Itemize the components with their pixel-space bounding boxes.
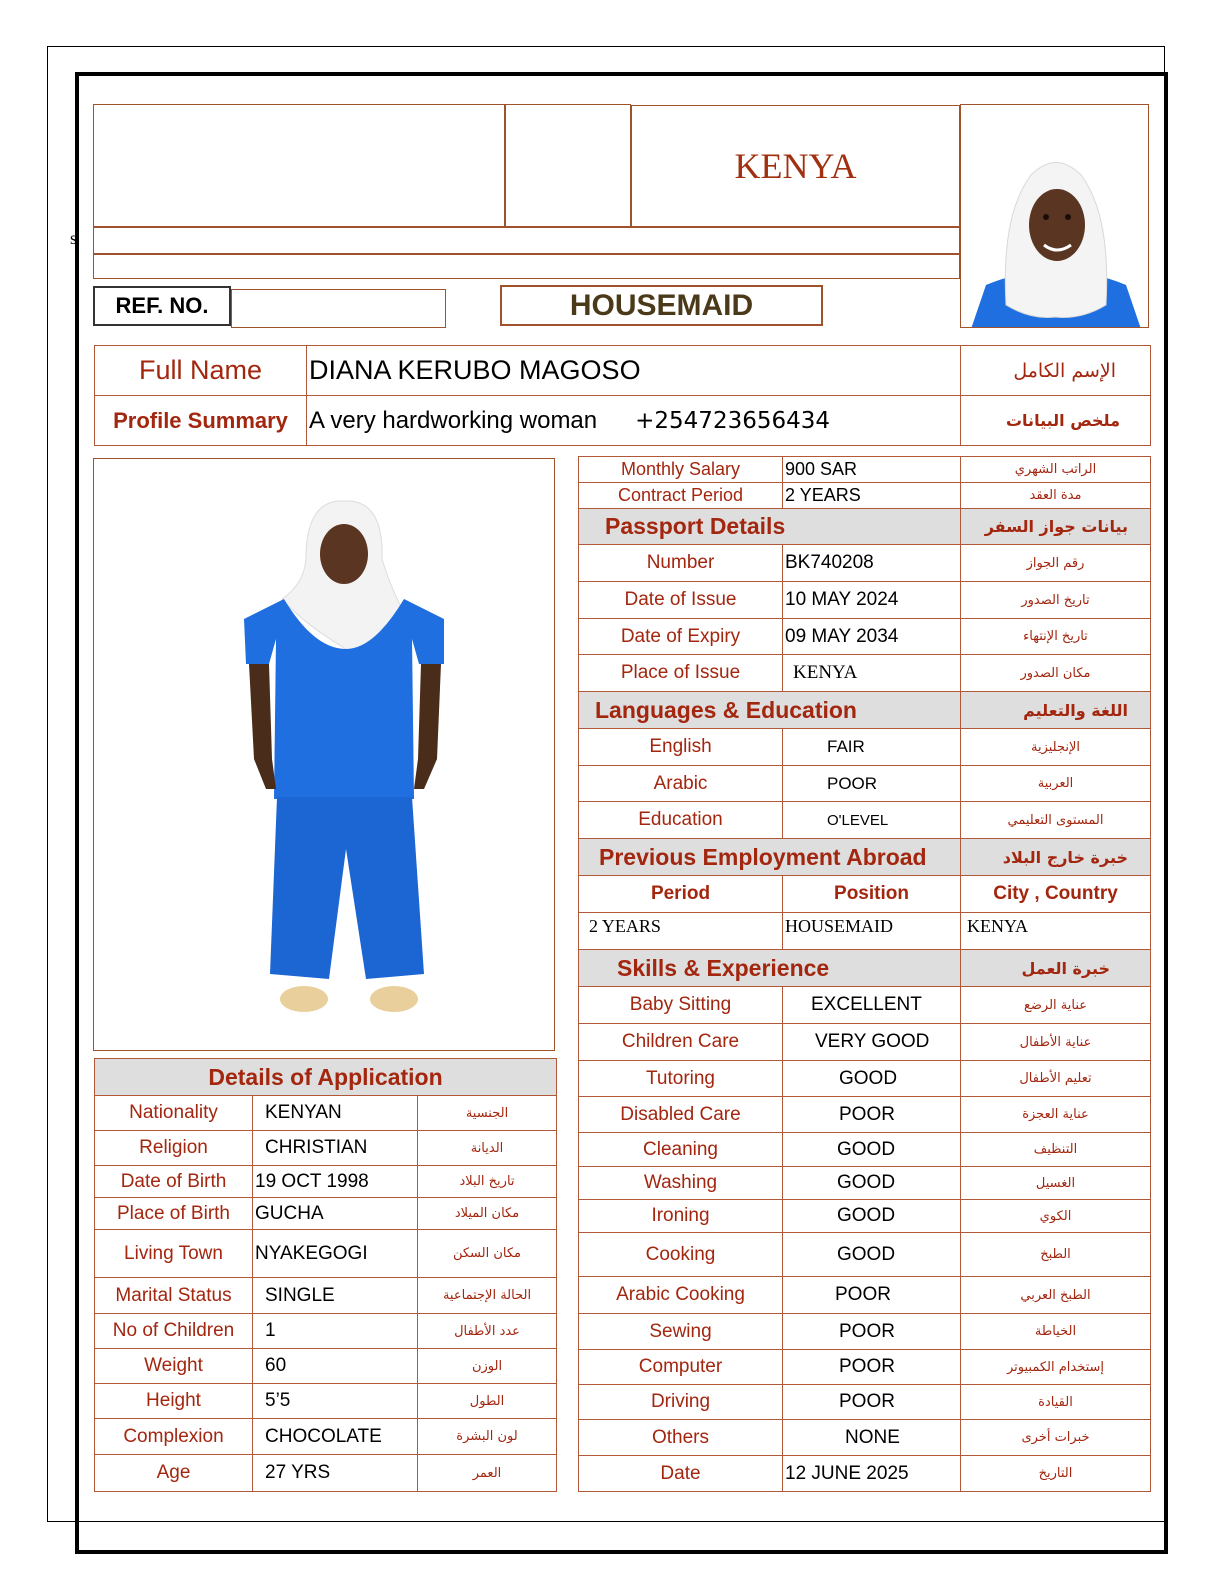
stray-character: s — [70, 228, 78, 248]
skill-ar: الطبخ العربي — [961, 1277, 1151, 1314]
languages-header-row — [579, 692, 1151, 729]
app-ar-height: الطول — [418, 1384, 557, 1419]
passport-expiry-value: 09 MAY 2034 — [783, 619, 961, 655]
salary-label: Monthly Salary — [579, 457, 783, 483]
education-value: O'LEVEL — [783, 802, 961, 839]
skill-ar: القيادة — [961, 1385, 1151, 1420]
col-city-country: City , Country — [961, 876, 1151, 913]
app-value-nationality: KENYAN — [253, 1096, 418, 1131]
app-value-pob: GUCHA — [253, 1198, 418, 1230]
skill-ar: الغسيل — [961, 1167, 1151, 1200]
contract-period-value: 2 YEARS — [783, 483, 961, 509]
skill-row — [579, 1061, 1151, 1097]
skill-row — [579, 1350, 1151, 1385]
passport-number-ar: رقم الجواز — [961, 545, 1151, 582]
app-row — [95, 1131, 557, 1166]
passport-title: Passport Details — [579, 509, 961, 545]
skill-value: POOR — [783, 1314, 961, 1350]
ref-no-label: REF. NO. — [93, 286, 231, 326]
skill-value: GOOD — [783, 1133, 961, 1167]
skill-value: POOR — [783, 1350, 961, 1385]
full-body-photo — [93, 458, 555, 1051]
arabic-label: Arabic — [579, 766, 783, 802]
skills-title-ar: خبرة العمل — [961, 950, 1151, 987]
skill-label: Children Care — [579, 1024, 783, 1061]
skill-row — [579, 1133, 1151, 1167]
skills-header-row — [579, 950, 1151, 987]
passport-row — [579, 655, 1151, 692]
skill-ar: خبرات أخرى — [961, 1420, 1151, 1456]
language-row — [579, 729, 1151, 766]
skill-row — [579, 987, 1151, 1024]
profile-summary-value — [307, 396, 961, 446]
summary-text: A very hardworking woman — [309, 406, 598, 434]
skill-value: GOOD — [783, 1061, 961, 1097]
app-value-complexion: CHOCOLATE — [253, 1419, 418, 1455]
ref-no-field — [231, 289, 446, 328]
app-ar-pob: مكان الميلاد — [418, 1198, 557, 1230]
skill-label: Washing — [579, 1167, 783, 1200]
date-label: Date — [579, 1456, 783, 1492]
app-ar-complexion: لون البشرة — [418, 1419, 557, 1455]
skill-row — [579, 1420, 1151, 1456]
app-value-weight: 60 — [253, 1349, 418, 1384]
app-label-dob: Date of Birth — [95, 1166, 253, 1198]
app-value-age: 27 YRS — [253, 1455, 418, 1492]
skill-label: Sewing — [579, 1314, 783, 1350]
full-name-ar: الإسم الكامل — [961, 346, 1151, 396]
skill-label: Cooking — [579, 1233, 783, 1277]
app-label-weight: Weight — [95, 1349, 253, 1384]
skill-value: GOOD — [783, 1200, 961, 1233]
profile-table — [94, 345, 1151, 446]
employment-row — [579, 913, 1151, 950]
full-name-value: DIANA KERUBO MAGOSO — [307, 346, 961, 396]
profile-summary-label: Profile Summary — [95, 396, 307, 446]
app-label-children: No of Children — [95, 1314, 253, 1349]
skill-ar: عناية الرضع — [961, 987, 1151, 1024]
languages-title-ar: اللغة والتعليم — [961, 692, 1151, 729]
skill-ar: إستخدام الكمبيوتر — [961, 1350, 1151, 1385]
skill-value: POOR — [783, 1385, 961, 1420]
language-row — [579, 766, 1151, 802]
language-row — [579, 802, 1151, 839]
app-ar-age: العمر — [418, 1455, 557, 1492]
arabic-ar: العربية — [961, 766, 1151, 802]
application-title: Details of Application — [95, 1059, 557, 1096]
app-row — [95, 1198, 557, 1230]
app-row — [95, 1230, 557, 1278]
contract-row — [579, 483, 1151, 509]
header-logo-box — [93, 104, 505, 227]
full-name-label: Full Name — [95, 346, 307, 396]
profile-summary-row — [95, 396, 1151, 446]
app-row — [95, 1166, 557, 1198]
app-value-dob: 19 OCT 1998 — [253, 1166, 418, 1198]
skill-row — [579, 1167, 1151, 1200]
application-table — [94, 1058, 557, 1492]
skill-row — [579, 1200, 1151, 1233]
skill-label: Baby Sitting — [579, 987, 783, 1024]
app-row — [95, 1419, 557, 1455]
app-label-height: Height — [95, 1384, 253, 1419]
skill-row — [579, 1097, 1151, 1133]
skill-label: Ironing — [579, 1200, 783, 1233]
skill-label: Arabic Cooking — [579, 1277, 783, 1314]
passport-expiry-ar: تاريخ الإنتهاء — [961, 619, 1151, 655]
app-label-pob: Place of Birth — [95, 1198, 253, 1230]
job-title: HOUSEMAID — [500, 285, 823, 326]
employment-title: Previous Employment Abroad — [579, 839, 961, 876]
app-row — [95, 1349, 557, 1384]
skill-ar: الكوي — [961, 1200, 1151, 1233]
app-row — [95, 1384, 557, 1419]
skill-ar: تعليم الأطفال — [961, 1061, 1151, 1097]
passport-issue-value: 10 MAY 2024 — [783, 582, 961, 619]
details-table — [578, 456, 1151, 1492]
passport-number-value: BK740208 — [783, 545, 961, 582]
app-value-living-town: NYAKEGOGI — [253, 1230, 418, 1278]
phone-number: +254723656434 — [635, 407, 831, 434]
skill-row — [579, 1024, 1151, 1061]
skill-label: Others — [579, 1420, 783, 1456]
contract-period-ar: مدة العقد — [961, 483, 1151, 509]
passport-header-row — [579, 509, 1151, 545]
app-ar-weight: الوزن — [418, 1349, 557, 1384]
passport-expiry-label: Date of Expiry — [579, 619, 783, 655]
skill-label: Disabled Care — [579, 1097, 783, 1133]
col-period: Period — [579, 876, 783, 913]
education-ar: المستوى التعليمي — [961, 802, 1151, 839]
employment-position: HOUSEMAID — [783, 913, 961, 950]
app-value-height: 5’5 — [253, 1384, 418, 1419]
passport-number-label: Number — [579, 545, 783, 582]
app-value-children: 1 — [253, 1314, 418, 1349]
passport-place-label: Place of Issue — [579, 655, 783, 692]
salary-value: 900 SAR — [783, 457, 961, 483]
col-position: Position — [783, 876, 961, 913]
app-ar-living-town: مكان السكن — [418, 1230, 557, 1278]
skill-value: POOR — [783, 1097, 961, 1133]
skill-ar: الخياطة — [961, 1314, 1151, 1350]
skill-ar: التنظيف — [961, 1133, 1151, 1167]
date-ar: التاريخ — [961, 1456, 1151, 1492]
contract-row — [579, 457, 1151, 483]
passport-row — [579, 582, 1151, 619]
arabic-value: POOR — [783, 766, 961, 802]
skill-value: POOR — [783, 1277, 961, 1314]
app-value-marital: SINGLE — [253, 1278, 418, 1314]
passport-row — [579, 619, 1151, 655]
skill-row — [579, 1385, 1151, 1420]
skill-label: Tutoring — [579, 1061, 783, 1097]
skill-label: Driving — [579, 1385, 783, 1420]
passport-row — [579, 545, 1151, 582]
english-label: English — [579, 729, 783, 766]
employment-city: KENYA — [961, 913, 1151, 950]
passport-issue-ar: تاريخ الصدور — [961, 582, 1151, 619]
employment-title-ar: خبرة خارج البلاد — [961, 839, 1151, 876]
app-label-religion: Religion — [95, 1131, 253, 1166]
skill-row — [579, 1314, 1151, 1350]
header-strip-2 — [93, 254, 960, 279]
passport-photo — [960, 104, 1149, 328]
date-value: 12 JUNE 2025 — [783, 1456, 961, 1492]
skill-value: GOOD — [783, 1233, 961, 1277]
profile-summary-ar: ملخص البيانات — [961, 396, 1151, 446]
skill-ar: عناية الأطفال — [961, 1024, 1151, 1061]
app-ar-dob: تاريخ البلاد — [418, 1166, 557, 1198]
english-ar: الإنجليزية — [961, 729, 1151, 766]
skill-value: GOOD — [783, 1167, 961, 1200]
app-label-living-town: Living Town — [95, 1230, 253, 1278]
passport-issue-label: Date of Issue — [579, 582, 783, 619]
passport-place-ar: مكان الصدور — [961, 655, 1151, 692]
education-label: Education — [579, 802, 783, 839]
header-strip-1 — [93, 227, 960, 254]
app-row — [95, 1278, 557, 1314]
app-ar-children: عدد الأطفال — [418, 1314, 557, 1349]
employment-columns-row — [579, 876, 1151, 913]
contract-period-label: Contract Period — [579, 483, 783, 509]
app-label-marital: Marital Status — [95, 1278, 253, 1314]
skills-title: Skills & Experience — [579, 950, 961, 987]
english-value: FAIR — [783, 729, 961, 766]
skill-value: NONE — [783, 1420, 961, 1456]
application-header-row — [95, 1059, 557, 1096]
skill-value: EXCELLENT — [783, 987, 961, 1024]
app-ar-religion: الديانة — [418, 1131, 557, 1166]
app-label-complexion: Complexion — [95, 1419, 253, 1455]
skill-row — [579, 1233, 1151, 1277]
app-ar-marital: الحالة الإجتماعية — [418, 1278, 557, 1314]
skill-row — [579, 1456, 1151, 1492]
app-ar-nationality: الجنسية — [418, 1096, 557, 1131]
app-row — [95, 1455, 557, 1492]
languages-title: Languages & Education — [579, 692, 961, 729]
full-name-row — [95, 346, 1151, 396]
skill-value: VERY GOOD — [783, 1024, 961, 1061]
passport-title-ar: بيانات جواز السفر — [961, 509, 1151, 545]
skill-row — [579, 1277, 1151, 1314]
employment-period: 2 YEARS — [579, 913, 783, 950]
app-label-nationality: Nationality — [95, 1096, 253, 1131]
app-value-religion: CHRISTIAN — [253, 1131, 418, 1166]
app-row — [95, 1314, 557, 1349]
skill-ar: الطبخ — [961, 1233, 1151, 1277]
employment-header-row — [579, 839, 1151, 876]
passport-place-value: KENYA — [783, 655, 961, 692]
app-label-age: Age — [95, 1455, 253, 1492]
skill-ar: عناية العجزة — [961, 1097, 1151, 1133]
header-mid-box — [505, 104, 631, 227]
salary-ar: الراتب الشهري — [961, 457, 1151, 483]
skill-label: Cleaning — [579, 1133, 783, 1167]
skill-label: Computer — [579, 1350, 783, 1385]
app-row — [95, 1096, 557, 1131]
country-title: KENYA — [631, 105, 960, 227]
